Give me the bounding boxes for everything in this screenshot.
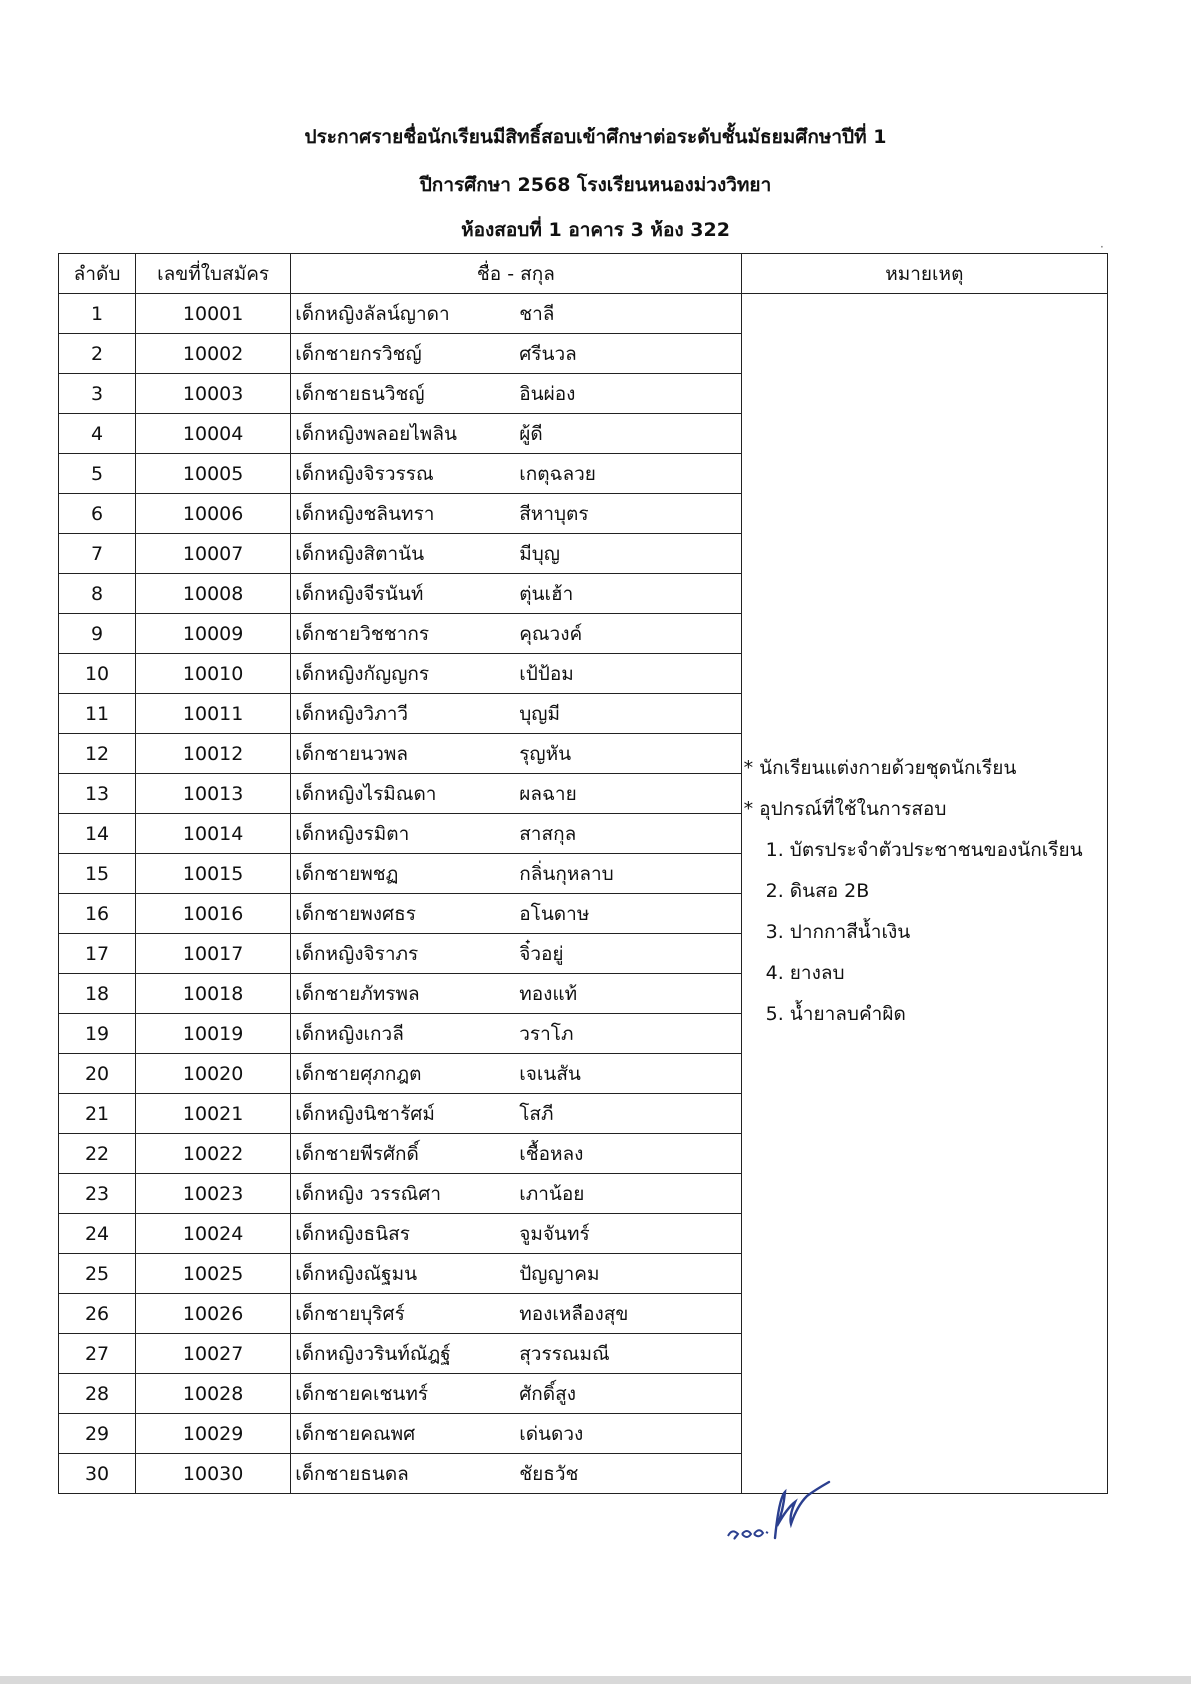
row-no: 29	[59, 1414, 136, 1454]
row-application-no: 10030	[136, 1454, 291, 1494]
row-full-name	[291, 814, 741, 854]
row-first-name: เด็กหญิงจิรวรรณ	[295, 462, 434, 485]
row-first-name: เด็กหญิงพลอยไพลิน	[295, 422, 457, 445]
row-full-name	[291, 334, 741, 374]
row-first-name: เด็กหญิงวิภาวี	[295, 702, 409, 725]
remark-item: * นักเรียนแต่งกายด้วยชุดนักเรียน	[743, 757, 1017, 779]
row-last-name: เจเนสัน	[519, 1062, 581, 1085]
row-last-name: กลิ่นกุหลาบ	[519, 862, 614, 885]
row-no: 27	[59, 1334, 136, 1374]
row-full-name	[291, 534, 741, 574]
row-last-name: ทองแท้	[519, 982, 578, 1005]
row-last-name: คุณวงค์	[519, 622, 583, 645]
row-last-name: ศักดิ์สูง	[519, 1382, 576, 1405]
row-last-name: จิ๋วอยู่	[519, 942, 564, 965]
row-last-name: เกตุฉลวย	[519, 462, 596, 485]
title-line-3: ห้องสอบที่ 1 อาคาร 3 ห้อง 322	[461, 219, 730, 241]
row-application-no: 10011	[136, 694, 291, 734]
row-no: 25	[59, 1254, 136, 1294]
row-first-name: เด็กชายศุภกฎต	[295, 1062, 422, 1085]
row-application-no: 10015	[136, 854, 291, 894]
row-application-no: 10009	[136, 614, 291, 654]
row-no: 5	[59, 454, 136, 494]
row-full-name	[291, 1334, 741, 1374]
row-full-name	[291, 974, 741, 1014]
row-full-name	[291, 414, 741, 454]
row-first-name: เด็กชายพงศธร	[295, 902, 416, 925]
row-application-no: 10013	[136, 774, 291, 814]
row-no: 26	[59, 1294, 136, 1334]
row-application-no: 10024	[136, 1214, 291, 1254]
table-header-row	[59, 254, 1108, 294]
row-first-name: เด็กหญิงไรมิณดา	[295, 782, 437, 805]
title-line-1: ประกาศรายชื่อนักเรียนมีสิทธิ์สอบเข้าศึกษาต่อระดับชั้นมัธยมศึกษาปีที่ 1	[304, 126, 887, 148]
row-no: 19	[59, 1014, 136, 1054]
row-last-name: ตุ่นเฮ้า	[519, 582, 574, 605]
row-application-no: 10005	[136, 454, 291, 494]
row-last-name: วราโภ	[519, 1022, 574, 1045]
row-last-name: รุญหัน	[519, 742, 572, 765]
row-no: 17	[59, 934, 136, 974]
row-application-no: 10010	[136, 654, 291, 694]
row-no: 6	[59, 494, 136, 534]
row-no: 13	[59, 774, 136, 814]
row-full-name	[291, 614, 741, 654]
row-full-name	[291, 1094, 741, 1134]
row-no: 21	[59, 1094, 136, 1134]
row-first-name: เด็กหญิงณัฐมน	[295, 1262, 418, 1285]
row-first-name: เด็กหญิงจีรนันท์	[295, 582, 424, 605]
row-no: 16	[59, 894, 136, 934]
row-application-no: 10022	[136, 1134, 291, 1174]
row-last-name: ผู้ดี	[519, 422, 543, 445]
row-no: 28	[59, 1374, 136, 1414]
row-no: 20	[59, 1054, 136, 1094]
row-first-name: เด็กหญิงรมิตา	[295, 822, 410, 845]
row-application-no: 10018	[136, 974, 291, 1014]
row-full-name	[291, 1254, 741, 1294]
remarks-list	[742, 747, 1107, 1040]
row-first-name: เด็กหญิงนิชารัศม์	[295, 1102, 435, 1125]
row-no: 2	[59, 334, 136, 374]
row-last-name: ศรีนวล	[519, 342, 577, 365]
col-header-application-no: เลขที่ใบสมัคร	[136, 254, 291, 294]
row-application-no: 10007	[136, 534, 291, 574]
row-first-name: เด็กชายนวพล	[295, 742, 409, 765]
row-full-name	[291, 1014, 741, 1054]
row-full-name	[291, 494, 741, 534]
row-last-name: สุวรรณมณี	[519, 1342, 610, 1365]
row-no: 18	[59, 974, 136, 1014]
signature-mark	[720, 1478, 850, 1548]
col-header-remarks: หมายเหตุ	[741, 254, 1107, 294]
row-first-name: เด็กหญิงเกวลี	[295, 1022, 404, 1045]
col-header-no: ลำดับ	[59, 254, 136, 294]
row-application-no: 10012	[136, 734, 291, 774]
remark-item: 1. บัตรประจำตัวประชาชนของนักเรียน	[765, 839, 1083, 861]
row-first-name: เด็กหญิงวรินท์ณัฎฐ์	[295, 1342, 451, 1365]
row-last-name: ผลฉาย	[519, 782, 577, 805]
row-full-name	[291, 1214, 741, 1254]
row-full-name	[291, 1374, 741, 1414]
row-full-name	[291, 374, 741, 414]
row-last-name: อินผ่อง	[519, 382, 576, 405]
row-no: 7	[59, 534, 136, 574]
remark-item: * อุปกรณ์ที่ใช้ในการสอบ	[743, 798, 947, 820]
row-full-name	[291, 1054, 741, 1094]
row-application-no: 10021	[136, 1094, 291, 1134]
row-application-no: 10002	[136, 334, 291, 374]
row-application-no: 10003	[136, 374, 291, 414]
row-no: 4	[59, 414, 136, 454]
row-last-name: เป้ป้อม	[519, 662, 574, 685]
remarks-cell	[741, 294, 1107, 1494]
row-application-no: 10019	[136, 1014, 291, 1054]
row-full-name	[291, 1134, 741, 1174]
row-first-name: เด็กชายกรวิชญ์	[295, 342, 422, 365]
col-header-name: ชื่อ - สกุล	[291, 254, 741, 294]
row-application-no: 10023	[136, 1174, 291, 1214]
row-first-name: เด็กหญิงสิตานัน	[295, 542, 425, 565]
row-no: 15	[59, 854, 136, 894]
row-first-name: เด็กหญิงชลินทรา	[295, 502, 435, 525]
row-first-name: เด็กชายธนวิชญ์	[295, 382, 425, 405]
row-first-name: เด็กชายวิชชากร	[295, 622, 430, 645]
row-full-name	[291, 774, 741, 814]
row-full-name	[291, 694, 741, 734]
row-first-name: เด็กชายบุริศร์	[295, 1302, 405, 1325]
roster-table	[58, 253, 1108, 1494]
row-first-name: เด็กหญิงลัลน์ญาดา	[295, 302, 450, 325]
row-application-no: 10014	[136, 814, 291, 854]
row-last-name: ปัญญาคม	[519, 1262, 600, 1285]
row-last-name: อโนดาษ	[519, 902, 590, 925]
row-first-name: เด็กชายคณพศ	[295, 1422, 416, 1445]
row-no: 8	[59, 574, 136, 614]
row-application-no: 10006	[136, 494, 291, 534]
remark-item: 2. ดินสอ 2B	[765, 880, 870, 902]
row-last-name: เด่นดวง	[519, 1422, 584, 1445]
remark-item: 5. น้ำยาลบคำผิด	[765, 1003, 906, 1025]
row-last-name: ทองเหลืองสุข	[519, 1302, 629, 1325]
row-last-name: มีบุญ	[519, 542, 560, 565]
row-full-name	[291, 894, 741, 934]
row-application-no: 10017	[136, 934, 291, 974]
row-last-name: โสภี	[519, 1102, 554, 1125]
remark-item: 3. ปากกาสีน้ำเงิน	[765, 921, 911, 943]
row-full-name	[291, 854, 741, 894]
scan-bottom-edge	[0, 1676, 1191, 1684]
row-last-name: ชาลี	[519, 302, 555, 325]
row-application-no: 10001	[136, 294, 291, 334]
row-application-no: 10028	[136, 1374, 291, 1414]
row-no: 30	[59, 1454, 136, 1494]
row-full-name	[291, 574, 741, 614]
row-no: 14	[59, 814, 136, 854]
row-full-name	[291, 934, 741, 974]
row-last-name: จูมจันทร์	[519, 1222, 590, 1245]
row-first-name: เด็กหญิงจิราภร	[295, 942, 419, 965]
row-last-name: ชัยธวัช	[519, 1462, 579, 1485]
row-first-name: เด็กหญิงกัญญกร	[295, 662, 430, 685]
row-full-name	[291, 294, 741, 334]
row-first-name: เด็กหญิง วรรณิศา	[295, 1182, 442, 1205]
table-row	[59, 294, 1108, 334]
row-no: 3	[59, 374, 136, 414]
remark-item: 4. ยางลบ	[765, 962, 845, 984]
row-application-no: 10004	[136, 414, 291, 454]
row-full-name	[291, 1174, 741, 1214]
row-first-name: เด็กหญิงธนิสร	[295, 1222, 410, 1245]
row-full-name	[291, 734, 741, 774]
row-application-no: 10020	[136, 1054, 291, 1094]
row-full-name	[291, 1414, 741, 1454]
row-full-name	[291, 454, 741, 494]
row-full-name	[291, 1294, 741, 1334]
row-first-name: เด็กชายภัทรพล	[295, 982, 420, 1005]
row-application-no: 10016	[136, 894, 291, 934]
row-no: 11	[59, 694, 136, 734]
row-last-name: เภาน้อย	[519, 1182, 585, 1205]
row-application-no: 10025	[136, 1254, 291, 1294]
row-first-name: เด็กชายพีรศักดิ์	[295, 1142, 419, 1165]
row-no: 1	[59, 294, 136, 334]
row-application-no: 10026	[136, 1294, 291, 1334]
roster-body	[59, 294, 1108, 1494]
row-last-name: บุญมี	[519, 702, 560, 725]
row-full-name	[291, 1454, 741, 1494]
row-last-name: เชื้อหลง	[519, 1142, 584, 1165]
row-no: 9	[59, 614, 136, 654]
row-no: 22	[59, 1134, 136, 1174]
row-last-name: สาสกุล	[519, 822, 577, 845]
row-last-name: สีหาบุตร	[519, 502, 589, 525]
scan-mark: ·	[1100, 240, 1104, 254]
row-full-name	[291, 654, 741, 694]
row-no: 12	[59, 734, 136, 774]
row-first-name: เด็กชายคเชนทร์	[295, 1382, 429, 1405]
row-application-no: 10029	[136, 1414, 291, 1454]
row-application-no: 10027	[136, 1334, 291, 1374]
title-line-2: ปีการศึกษา 2568 โรงเรียนหนองม่วงวิทยา	[419, 174, 772, 196]
row-no: 23	[59, 1174, 136, 1214]
row-no: 10	[59, 654, 136, 694]
row-first-name: เด็กชายธนดล	[295, 1462, 409, 1485]
row-application-no: 10008	[136, 574, 291, 614]
row-first-name: เด็กชายพชฏ	[295, 862, 399, 885]
row-no: 24	[59, 1214, 136, 1254]
